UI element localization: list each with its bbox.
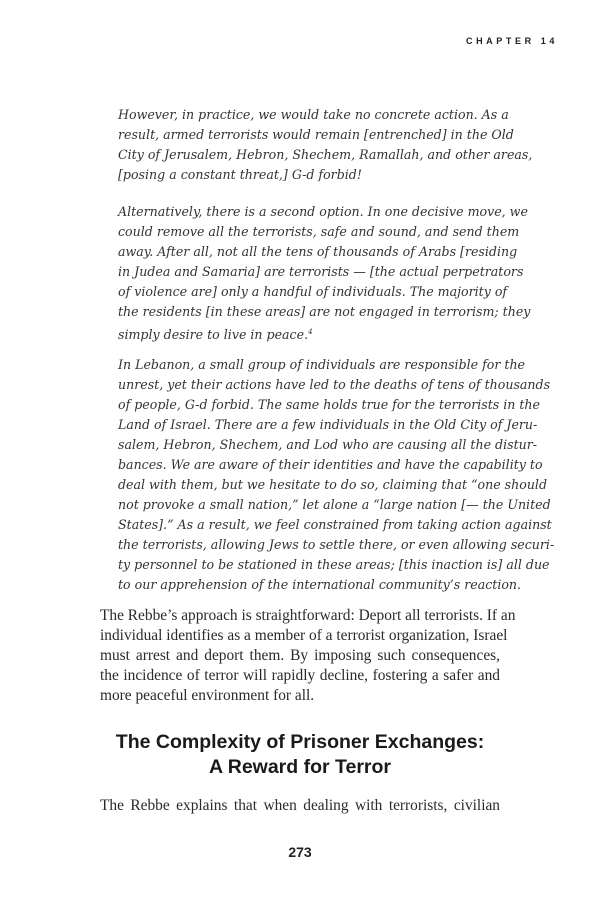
text-line-content: to our apprehension of the international community’s reaction. bbox=[118, 577, 522, 592]
text-line bbox=[118, 165, 500, 185]
text-line-content: salem, Hebron, Shechem, and Lod who are causing all the distur- bbox=[118, 437, 538, 452]
text-line bbox=[118, 262, 524, 282]
text-line-content: away. After all, not all the tens of thousands of Arabs [residing bbox=[118, 244, 518, 259]
text-line-content: in Judea and Samaria] are terrorists — [the actual perpetrators bbox=[118, 264, 524, 279]
quote-paragraph-3 bbox=[118, 355, 555, 595]
text-line bbox=[100, 606, 516, 626]
text-line-content: not provoke a small nation,” let alone a “large nation [— the United bbox=[118, 497, 551, 512]
text-line-content: individual identifies as a member of a terrorist organization, Israel bbox=[100, 627, 508, 644]
text-line-content: bances. We are aware of their identities and have the capability to bbox=[118, 457, 543, 472]
text-line bbox=[118, 455, 543, 475]
text-line-content: result, armed terrorists would remain [entrenched] in the Old bbox=[118, 127, 514, 142]
text-line bbox=[100, 686, 500, 706]
text-line-content: could remove all the terrorists, safe and sound, and send them bbox=[118, 224, 520, 239]
text-line-content: The Rebbe explains that when dealing with terrorists, civilian bbox=[100, 797, 500, 814]
text-line bbox=[118, 575, 522, 595]
text-line bbox=[118, 555, 550, 575]
text-line-content: ty personnel to be stationed in these areas; [this inaction is] all due bbox=[118, 557, 550, 572]
text-line-content: of people, G-d forbid. The same holds true for the terrorists in the bbox=[118, 397, 540, 412]
text-line bbox=[118, 242, 518, 262]
text-line-content: In Lebanon, a small group of individuals are responsible for the bbox=[118, 357, 526, 372]
text-line-content: The Rebbe’s approach is straightforward: Deport all terrorists. If an bbox=[100, 607, 516, 624]
quote-paragraph-1 bbox=[118, 105, 533, 185]
text-line bbox=[118, 145, 533, 165]
footnote-marker[interactable]: 4 bbox=[308, 328, 313, 336]
text-line-content: deal with them, but we hesitate to do so, claiming that “one should bbox=[118, 477, 548, 492]
text-line bbox=[118, 495, 551, 515]
text-line bbox=[118, 535, 555, 555]
section-heading bbox=[60, 730, 540, 780]
text-line bbox=[118, 395, 540, 415]
text-line bbox=[118, 435, 538, 455]
text-line-content: City of Jerusalem, Hebron, Shechem, Ramallah, and other areas, bbox=[118, 147, 533, 162]
quote-paragraph-2 bbox=[118, 202, 531, 343]
text-line-content: States].” As a result, we feel constrained from taking action against bbox=[118, 517, 552, 532]
text-line bbox=[118, 415, 538, 435]
text-line-content: must arrest and deport them. By imposing such consequences, bbox=[100, 647, 500, 664]
text-line bbox=[100, 626, 508, 646]
text-line-content: However, in practice, we would take no concrete action. As a bbox=[118, 107, 509, 122]
text-line-content: unrest, yet their actions have led to the deaths of tens of thousands bbox=[118, 377, 551, 392]
text-line bbox=[118, 302, 531, 322]
text-line bbox=[100, 646, 500, 666]
text-line-content: more peaceful environment for all. bbox=[100, 687, 315, 704]
section-heading-line-1: The Complexity of Prisoner Exchanges: bbox=[115, 731, 485, 753]
text-line bbox=[118, 125, 514, 145]
text-line-content: the terrorists, allowing Jews to settle there, or even allowing securi- bbox=[118, 537, 555, 552]
text-line bbox=[118, 222, 520, 242]
text-line bbox=[118, 355, 526, 375]
text-line bbox=[118, 515, 552, 535]
page-number: 273 bbox=[288, 844, 312, 860]
text-line-content: the residents [in these areas] are not engaged in terrorism; they bbox=[118, 304, 531, 319]
text-line-content: Land of Israel. There are a few individuals in the Old City of Jeru- bbox=[118, 417, 538, 432]
text-line-content: simply desire to live in peace. bbox=[118, 327, 309, 343]
text-line-content: Alternatively, there is a second option. In one decisive move, we bbox=[118, 204, 528, 219]
text-line-content: of violence are] only a handful of individuals. The majority of bbox=[118, 284, 508, 299]
chapter-header: CHAPTER 14 bbox=[465, 36, 558, 46]
text-line bbox=[118, 322, 500, 342]
text-line bbox=[118, 282, 508, 302]
text-line bbox=[118, 475, 548, 495]
text-line bbox=[118, 105, 509, 125]
final-paragraph bbox=[100, 796, 500, 816]
text-line bbox=[118, 202, 528, 222]
text-line bbox=[100, 796, 500, 816]
text-line bbox=[100, 666, 500, 686]
body-paragraph bbox=[100, 606, 516, 706]
text-line-content: the incidence of terror will rapidly decline, fostering a safer and bbox=[100, 667, 500, 684]
text-line bbox=[118, 375, 551, 395]
text-line-content: [posing a constant threat,] G-d forbid! bbox=[118, 167, 362, 182]
section-heading-line-2: A Reward for Terror bbox=[208, 756, 392, 778]
